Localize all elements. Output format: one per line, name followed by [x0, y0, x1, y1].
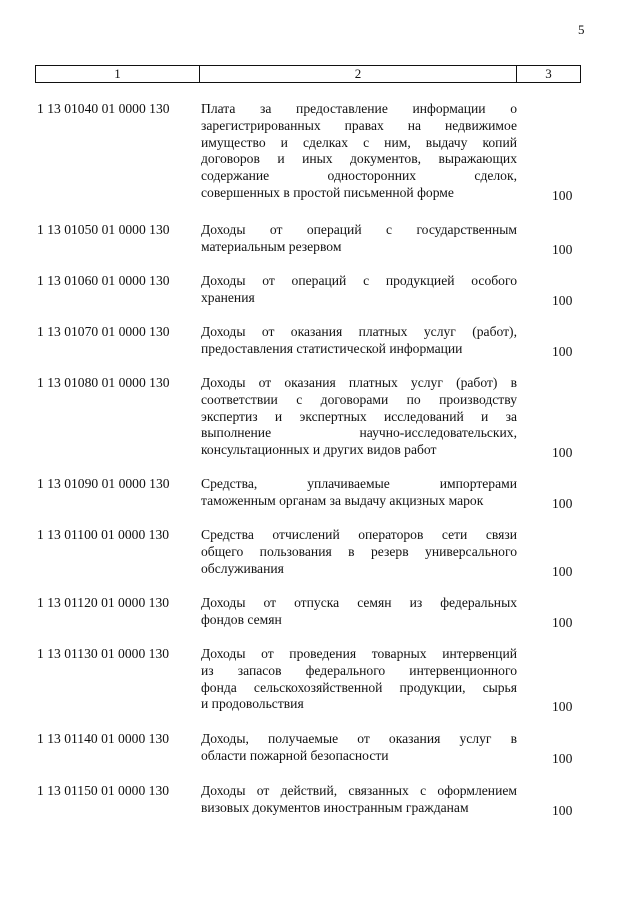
budget-code: 1 13 01120 01 0000 130: [37, 595, 170, 610]
budget-code: 1 13 01090 01 0000 130: [37, 476, 170, 491]
description-line: Доходы от проведения товарных интервенций: [201, 646, 517, 661]
income-description: [201, 646, 517, 713]
header-col-1: 1: [36, 66, 200, 82]
description-line: хранения: [201, 289, 255, 305]
normative-value: 100: [552, 343, 573, 359]
description-line: имущество и сделках с ним, выдачу копий: [201, 134, 517, 150]
description-line: материальным резервом: [201, 238, 342, 254]
description-line: Доходы от действий, связанных с оформлением: [201, 783, 517, 798]
normative-value: 100: [552, 495, 573, 511]
normative-value: 100: [552, 241, 573, 257]
income-description: [201, 595, 517, 629]
description-line: Доходы от отпуска семян из федеральных: [201, 595, 517, 610]
normative-value: 100: [552, 699, 573, 715]
description-line: совершенных в простой письменной форме: [201, 184, 454, 200]
budget-code: 1 13 01080 01 0000 130: [37, 375, 170, 390]
description-line: договоров и иных документов, выражающих: [201, 151, 517, 167]
description-line: визовых документов иностранным гражданам: [201, 799, 469, 815]
budget-code: 1 13 01070 01 0000 130: [37, 324, 170, 339]
normative-value: 100: [552, 563, 573, 579]
header-col-3: 3: [545, 66, 552, 81]
description-line: области пожарной безопасности: [201, 747, 389, 763]
income-description: [201, 783, 517, 817]
description-line: содержание односторонних сделок,: [201, 168, 517, 184]
normative-value: 100: [552, 802, 573, 818]
description-line: Плата за предоставление информации о: [201, 101, 517, 116]
budget-code: 1 13 01150 01 0000 130: [37, 783, 170, 798]
description-line: таможенным органам за выдачу акцизных марок: [201, 492, 484, 508]
income-description: [201, 731, 517, 765]
budget-code: 1 13 01040 01 0000 130: [37, 101, 170, 116]
description-line: Доходы от операций с продукцией особого: [201, 273, 517, 288]
income-description: [201, 324, 517, 358]
income-description: [201, 222, 517, 256]
description-line: консультационных и других видов работ: [201, 442, 437, 458]
description-line: зарегистрированных правах на недвижимое: [201, 117, 517, 133]
normative-value: 100: [552, 292, 573, 308]
description-line: обслуживания: [201, 560, 284, 576]
description-line: Доходы от операций с государственным: [201, 222, 517, 237]
description-line: соответствии с договорами по производству: [201, 391, 517, 407]
budget-code: 1 13 01140 01 0000 130: [37, 731, 170, 746]
description-line: Доходы, получаемые от оказания услуг в: [201, 731, 517, 746]
description-line: экспертиз и экспертных исследований и за: [201, 408, 517, 424]
income-description: [201, 273, 517, 307]
budget-code: 1 13 01060 01 0000 130: [37, 273, 170, 288]
normative-value: 100: [552, 614, 573, 630]
table-header: [35, 65, 581, 83]
description-line: предоставления статистической информации: [201, 340, 463, 356]
description-line: Средства отчислений операторов сети связи: [201, 527, 517, 542]
description-line: фондов семян: [201, 611, 282, 627]
description-line: выполнение научно-исследовательских,: [201, 425, 517, 441]
budget-code: 1 13 01050 01 0000 130: [37, 222, 170, 237]
description-line: Доходы от оказания платных услуг (работ) в: [201, 375, 517, 390]
income-description: [201, 375, 517, 459]
description-line: и продовольствия: [201, 696, 304, 712]
description-line: Средства, уплачиваемые импортерами: [201, 476, 517, 491]
page-number: 5: [578, 22, 585, 37]
budget-code: 1 13 01100 01 0000 130: [37, 527, 170, 542]
normative-value: 100: [552, 445, 573, 461]
normative-value: 100: [552, 188, 573, 203]
income-description: [201, 101, 517, 202]
income-description: [201, 476, 517, 510]
header-col-2: 2: [200, 66, 517, 82]
description-line: общего пользования в резерв универсального: [201, 543, 517, 559]
description-line: фонда сельскохозяйственной продукции, сырья: [201, 679, 517, 695]
income-description: [201, 527, 517, 577]
description-line: из запасов федерального интервенционного: [201, 662, 517, 678]
description-line: Доходы от оказания платных услуг (работ),: [201, 324, 517, 339]
normative-value: 100: [552, 750, 573, 766]
budget-code: 1 13 01130 01 0000 130: [37, 646, 170, 661]
